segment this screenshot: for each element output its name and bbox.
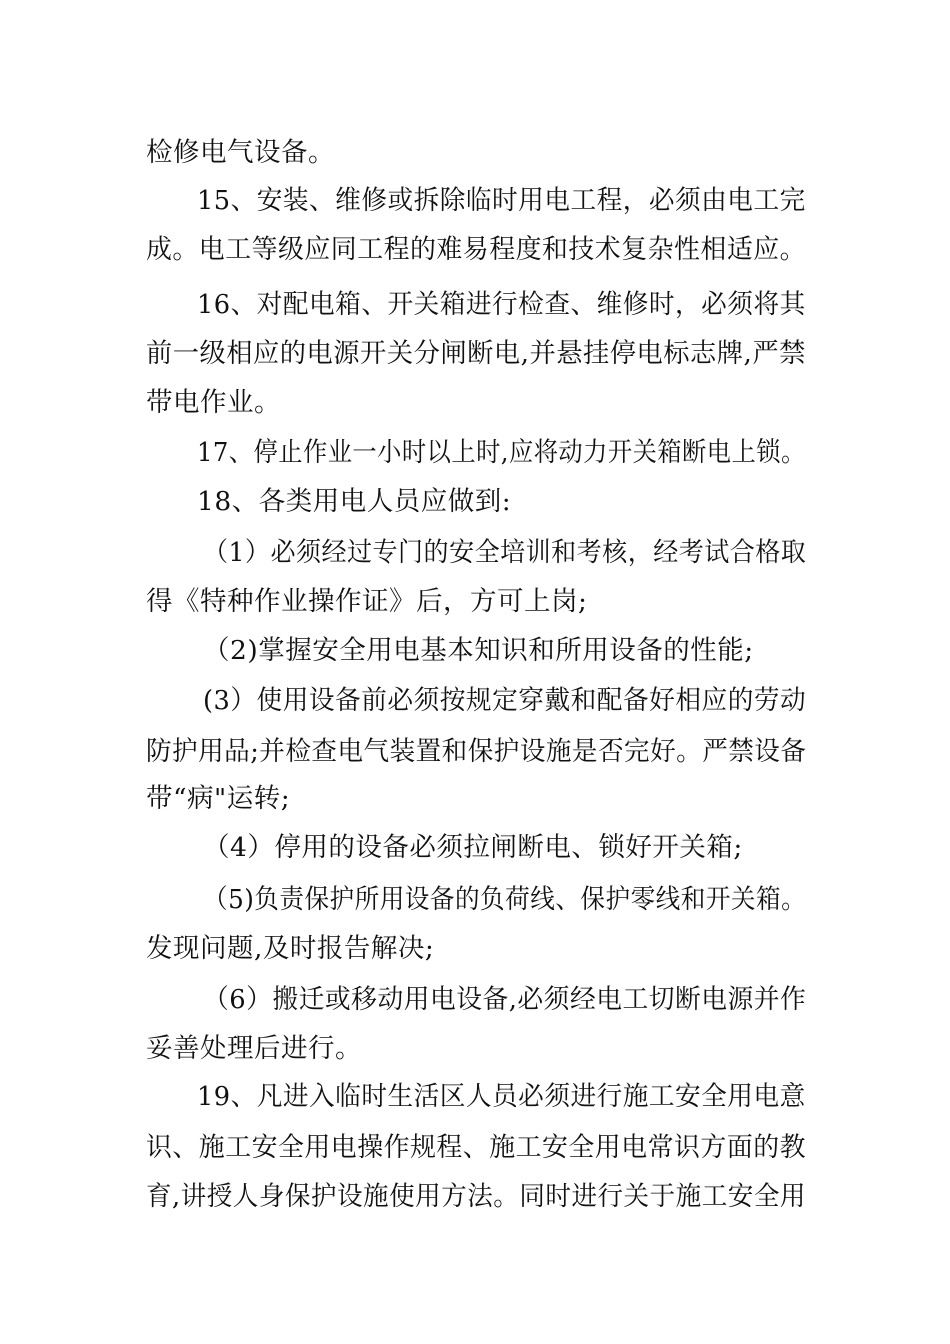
text-line: 带电作业。 bbox=[146, 387, 281, 418]
text-line: 16、对配电箱、开关箱进行检查、维修时，必须将其 bbox=[197, 289, 806, 320]
text-line: （4）停用的设备必须拉闸断电、锁好开关箱; bbox=[203, 832, 743, 863]
text-line: 得《特种作业操作证》后，方可上岗; bbox=[146, 586, 588, 617]
text-line: 育,讲授人身保护设施使用方法。同时进行关于施工安全用 bbox=[146, 1181, 806, 1212]
text-line: 19、凡进入临时生活区人员必须进行施工安全用电意 bbox=[197, 1081, 806, 1112]
text-line: 妥善处理后进行。 bbox=[146, 1033, 362, 1064]
text-line: 发现问题,及时报告解决; bbox=[146, 933, 435, 964]
text-line: 带“病"运转; bbox=[146, 783, 291, 814]
text-line: (3）使用设备前必须按规定穿戴和配备好相应的劳动 bbox=[203, 685, 807, 716]
text-line: 18、各类用电人员应做到: bbox=[197, 486, 512, 517]
text-line: （5)负责保护所用设备的负荷线、保护零线和开关箱。 bbox=[203, 884, 807, 915]
text-line: 17、停止作业一小时以上时,应将动力开关箱断电上锁。 bbox=[197, 437, 806, 468]
text-line: （2)掌握安全用电基本知识和所用设备的性能; bbox=[203, 635, 754, 666]
text-line: 前一级相应的电源开关分闸断电,并悬挂停电标志牌,严禁 bbox=[146, 338, 806, 369]
text-line: 检修电气设备。 bbox=[146, 137, 335, 168]
text-line: （1）必须经过专门的安全培训和考核，经考试合格取 bbox=[203, 537, 807, 568]
text-line: （6）搬迁或移动用电设备,必须经电工切断电源并作 bbox=[203, 984, 807, 1015]
text-line: 防护用品;并检查电气装置和保护设施是否完好。严禁设备 bbox=[146, 736, 807, 767]
text-line: 成。电工等级应同工程的难易程度和技术复杂性相适应。 bbox=[146, 234, 807, 265]
text-line: 15、安装、维修或拆除临时用电工程，必须由电工完 bbox=[197, 185, 806, 216]
text-line: 识、施工安全用电操作规程、施工安全用电常识方面的教 bbox=[146, 1132, 807, 1163]
